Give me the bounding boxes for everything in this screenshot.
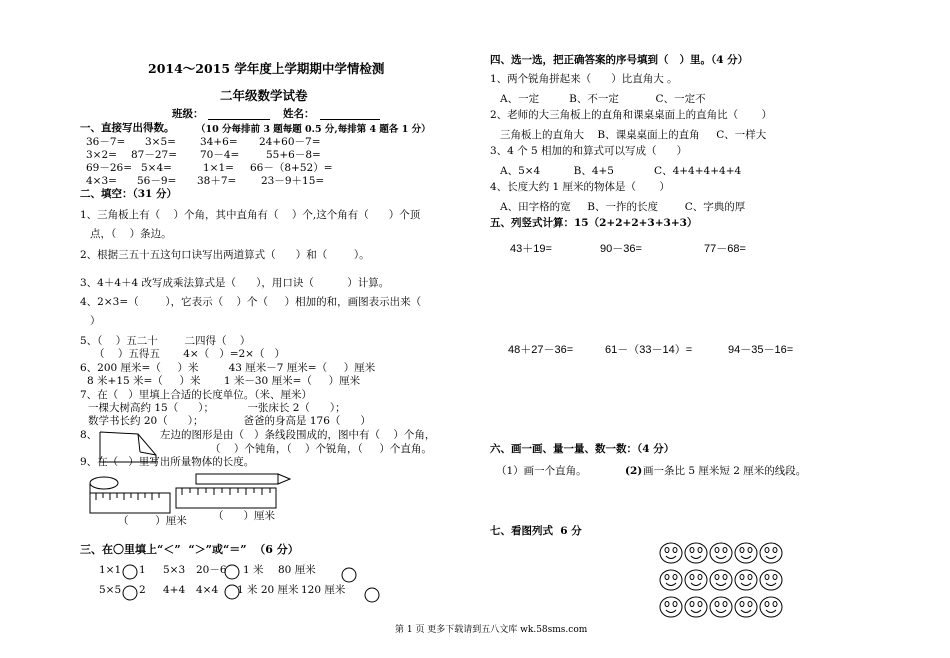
choice-q4: 4、长度大约 1 厘米的物体是（ ） — [490, 181, 670, 193]
ruler-left-figure — [90, 477, 170, 513]
calc-item: 5×4= — [141, 162, 172, 174]
smiley-face-icon — [685, 543, 707, 563]
calc-item: 70－4= — [200, 149, 240, 161]
choice-q3-options: A、5×4 B、4+5 C、4+4+4+4+4 — [500, 165, 742, 177]
compare-left: 20－6 — [196, 564, 227, 576]
calc-item: 69－26= — [86, 162, 133, 174]
fill-q4-cont: ） — [90, 315, 101, 327]
fill-q2: 2、根据三五十五这句口诀写出两道算式（ ）和（ ）。 — [80, 249, 370, 261]
vertical-calc-item: 90－36= — [600, 243, 642, 255]
choice-q1: 1、两个锐角拼起来（ ）比直角大 。 — [490, 73, 678, 85]
fill-q5: 5、（ ）五二十 二四得（ ） — [80, 335, 251, 347]
smiley-face-icon — [660, 570, 682, 590]
ruler-right-figure — [176, 474, 290, 508]
calc-item: 36－7= — [86, 136, 126, 148]
calc-item: 4×3= — [86, 175, 117, 187]
smiley-face-icon — [685, 597, 707, 617]
fill-q7-a: 一棵大树高约 15（ ）； 一张床长 2（ ）； — [88, 402, 346, 414]
section-4-heading: 四、选一选，把正确答案的序号填到（ ）里。（4 分） — [490, 54, 749, 66]
fill-q3: 3、4＋4＋4 改写成乘法算式是（ ），用口诀（ ）计算。 — [80, 277, 390, 289]
vertical-calc-item: 48＋27－36= — [508, 344, 574, 356]
smiley-face-icon — [735, 543, 757, 563]
fill-q6-cont: 8 米+15 米=（ ）米 1 米－30 厘米=（ ）厘米 — [87, 375, 361, 387]
calc-item: 23－9＋15= — [261, 175, 325, 187]
calc-item: 56－9= — [137, 175, 177, 187]
section-3-heading: 三、在〇里填上“＜” “＞”或“＝” （6 分） — [80, 543, 299, 556]
draw-q1: （1）画一个直角。 — [496, 465, 587, 477]
smiley-face-icon — [710, 597, 732, 617]
smiley-face-icon — [735, 597, 757, 617]
compare-right: 1 米 20 厘米 — [237, 584, 299, 596]
calc-item: 3×5= — [145, 136, 176, 148]
section-1-note: （10 分每排前 3 题每题 0.5 分,每排第 4 题各 1 分） — [196, 124, 431, 135]
choice-q1-options: A、一定 B、不一定 C、一定不 — [500, 93, 706, 105]
smiley-face-icon — [710, 570, 732, 590]
smiley-grid — [660, 543, 782, 617]
exam-title: 2014～2015 学年度上学期期中学情检测 — [148, 61, 385, 76]
ruler-left-answer: （ ）厘米 — [118, 515, 187, 527]
calc-item: 55+6－8= — [266, 149, 321, 161]
smiley-face-icon — [760, 570, 782, 590]
fill-q1: 1、三角板上有（ ）个角，其中直角有（ ）个,这个角有（ ）个顶 — [80, 209, 421, 221]
smiley-face-icon — [760, 543, 782, 563]
fill-q6: 6、200 厘米=（ ）米 43 厘米－7 厘米=（ ）厘米 — [80, 362, 376, 374]
vertical-calc-item: 77－68= — [704, 243, 746, 255]
smiley-face-icon — [760, 597, 782, 617]
calc-item: 3×2= — [86, 149, 117, 161]
smiley-face-icon — [710, 543, 732, 563]
calc-item: 1×1= — [203, 162, 234, 174]
compare-left: 5×3 — [163, 564, 186, 576]
calc-item: 38＋7= — [197, 175, 237, 187]
compare-left: 4+4 — [163, 584, 186, 596]
calc-item: 87－27= — [131, 149, 178, 161]
draw-q2: 画一条比 5 厘米短 2 厘米的线段。 — [643, 465, 807, 477]
section-6-heading: 六、画一画、量一量、数一数：（4 分） — [490, 443, 675, 455]
fill-q7: 7、在（ ）里填上合适的长度单位。（米、厘米） — [80, 389, 312, 401]
choice-q2: 2、老师的大三角板上的直角和课桌桌面上的直角比（ ） — [490, 109, 773, 121]
section-1-heading: 一、直接写出得数。 — [80, 122, 175, 134]
compare-right: 120 厘米 — [301, 584, 346, 596]
compare-left: 4×4 — [196, 584, 219, 596]
fill-q4: 4、2×3=（ ），它表示（ ）个（ ）相加的和，画图表示出来（ — [80, 296, 422, 308]
vertical-calc-item: 94－35－16= — [728, 344, 794, 356]
calc-item: 24+60－7= — [259, 136, 321, 148]
fill-q7-b: 数学书长约 20（ ）； 爸爸的身高是 176（ ） — [88, 415, 371, 427]
smiley-face-icon — [735, 570, 757, 590]
section-2-heading: 二、填空：（31 分） — [80, 188, 178, 200]
choice-q2-options: 三角板上的直角大 B、课桌桌面上的直角 C、一样大 — [500, 129, 767, 141]
smiley-face-icon — [660, 597, 682, 617]
smiley-face-icon — [660, 543, 682, 563]
calc-item: 34+6= — [200, 136, 238, 148]
calc-item: 66－（8+52）= — [250, 162, 333, 174]
fill-q5-cont: （ ）五得五 4×（ ）=2×（ ） — [94, 348, 285, 360]
choice-q4-options: A、田字格的宽 B、一拃的长度 C、字典的厚 — [500, 201, 746, 213]
page-footer: 第 1 页 更多下载请到五八文库 wk.58sms.com — [395, 625, 588, 635]
vertical-calc-item: 61－（33－14）= — [605, 344, 693, 356]
compare-right: 80 厘米 — [278, 564, 316, 576]
compare-right: 1 米 — [243, 564, 264, 576]
fill-q8-text-cont: （ ）个钝角，（ ）个锐角，（ ）个直角。 — [210, 443, 432, 455]
compare-right: 1 — [139, 564, 146, 576]
smiley-face-icon — [685, 570, 707, 590]
fill-q8: 8、 — [80, 429, 98, 441]
vertical-calc-item: 43＋19= — [510, 243, 552, 255]
fill-q1-cont: 点，（ ）条边。 — [90, 228, 172, 240]
exam-subtitle: 二年级数学试卷 — [220, 88, 308, 103]
section-7-heading: 七、看图列式 6 分 — [490, 525, 582, 537]
compare-left: 5×5 — [99, 584, 122, 596]
compare-right: 2 — [139, 584, 146, 596]
section-5-heading: 五、列竖式计算：15（2+2+2+3+3+3） — [490, 217, 698, 229]
compare-left: 1×1 — [99, 564, 122, 576]
class-label: 班级： — [172, 108, 204, 120]
fill-q9: 9、在（ ）里写出所量物体的长度。 — [80, 456, 255, 468]
fill-q8-text: 左边的图形是由（ ）条线段围成的，图中有（ ）个角， — [160, 429, 436, 441]
name-label: 姓名： — [283, 108, 315, 120]
triangle-ruler-figure — [100, 432, 156, 462]
choice-q3: 3、4 个 5 相加的和算式可以写成（ ） — [490, 145, 688, 157]
draw-q2-number: (2) — [625, 465, 643, 477]
ruler-right-answer: （ ）厘米 — [213, 510, 276, 522]
